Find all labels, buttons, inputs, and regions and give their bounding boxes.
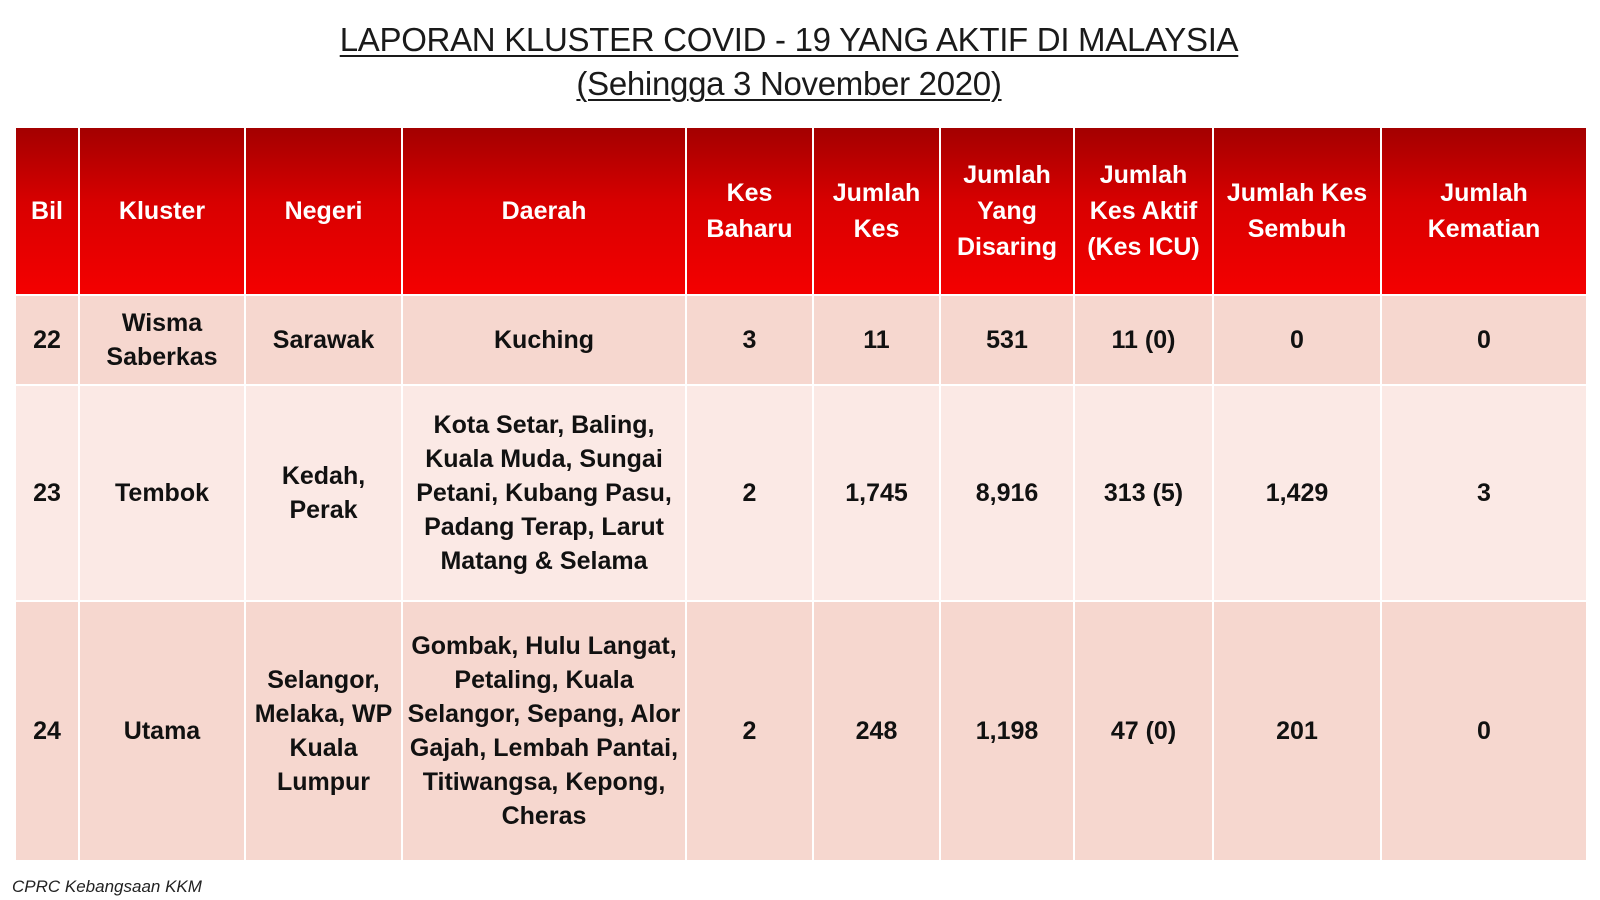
cell-kes-aktif: 47 (0)	[1074, 601, 1213, 861]
cell-jumlah-disaring: 531	[940, 295, 1074, 385]
cell-kematian: 0	[1381, 601, 1587, 861]
table-row	[15, 385, 1587, 601]
cell-kes-baharu: 3	[686, 295, 813, 385]
cell-negeri: Selangor, Melaka, WP Kuala Lumpur	[245, 601, 402, 861]
cell-kluster: Wisma Saberkas	[79, 295, 245, 385]
table-header-row	[15, 127, 1587, 295]
header-kes-baharu: Kes Baharu	[686, 127, 813, 295]
header-kes-sembuh: Jumlah Kes Sembuh	[1213, 127, 1381, 295]
cell-daerah: Gombak, Hulu Langat, Petaling, Kuala Selangor, Sepang, Alor Gajah, Lembah Pantai, Titiwangsa, Kepong, Cheras	[402, 601, 686, 861]
cell-kluster: Tembok	[79, 385, 245, 601]
cell-negeri: Sarawak	[245, 295, 402, 385]
cell-kes-baharu: 2	[686, 385, 813, 601]
cell-bil: 24	[15, 601, 79, 861]
cell-kematian: 3	[1381, 385, 1587, 601]
header-negeri: Negeri	[245, 127, 402, 295]
cluster-table	[14, 126, 1588, 862]
cell-kluster: Utama	[79, 601, 245, 861]
header-kematian: Jumlah Kematian	[1381, 127, 1587, 295]
cell-kes-aktif: 313 (5)	[1074, 385, 1213, 601]
header-jumlah-disaring: Jumlah Yang Disaring	[940, 127, 1074, 295]
table-row	[15, 295, 1587, 385]
cell-jumlah-disaring: 8,916	[940, 385, 1074, 601]
cell-bil: 22	[15, 295, 79, 385]
source-note: CPRC Kebangsaan KKM	[12, 877, 202, 896]
header-kes-aktif: Jumlah Kes Aktif (Kes ICU)	[1074, 127, 1213, 295]
header-daerah: Daerah	[402, 127, 686, 295]
cell-jumlah-disaring: 1,198	[940, 601, 1074, 861]
cell-daerah: Kuching	[402, 295, 686, 385]
header-jumlah-kes: Jumlah Kes	[813, 127, 940, 295]
title-line-1: LAPORAN KLUSTER COVID - 19 YANG AKTIF DI MALAYSIA	[339, 21, 1239, 58]
cell-kes-sembuh: 0	[1213, 295, 1381, 385]
cell-bil: 23	[15, 385, 79, 601]
title-line-2: (Sehingga 3 November 2020)	[576, 65, 1002, 102]
cell-jumlah-kes: 248	[813, 601, 940, 861]
table-row	[15, 601, 1587, 861]
report-title	[0, 18, 1578, 106]
cell-kes-aktif: 11 (0)	[1074, 295, 1213, 385]
cell-kes-baharu: 2	[686, 601, 813, 861]
cell-jumlah-kes: 1,745	[813, 385, 940, 601]
cell-negeri: Kedah, Perak	[245, 385, 402, 601]
cell-daerah: Kota Setar, Baling, Kuala Muda, Sungai Petani, Kubang Pasu, Padang Terap, Larut Matang & Selama	[402, 385, 686, 601]
cell-kes-sembuh: 1,429	[1213, 385, 1381, 601]
header-kluster: Kluster	[79, 127, 245, 295]
header-bil: Bil	[15, 127, 79, 295]
cell-jumlah-kes: 11	[813, 295, 940, 385]
cell-kematian: 0	[1381, 295, 1587, 385]
cell-kes-sembuh: 201	[1213, 601, 1381, 861]
